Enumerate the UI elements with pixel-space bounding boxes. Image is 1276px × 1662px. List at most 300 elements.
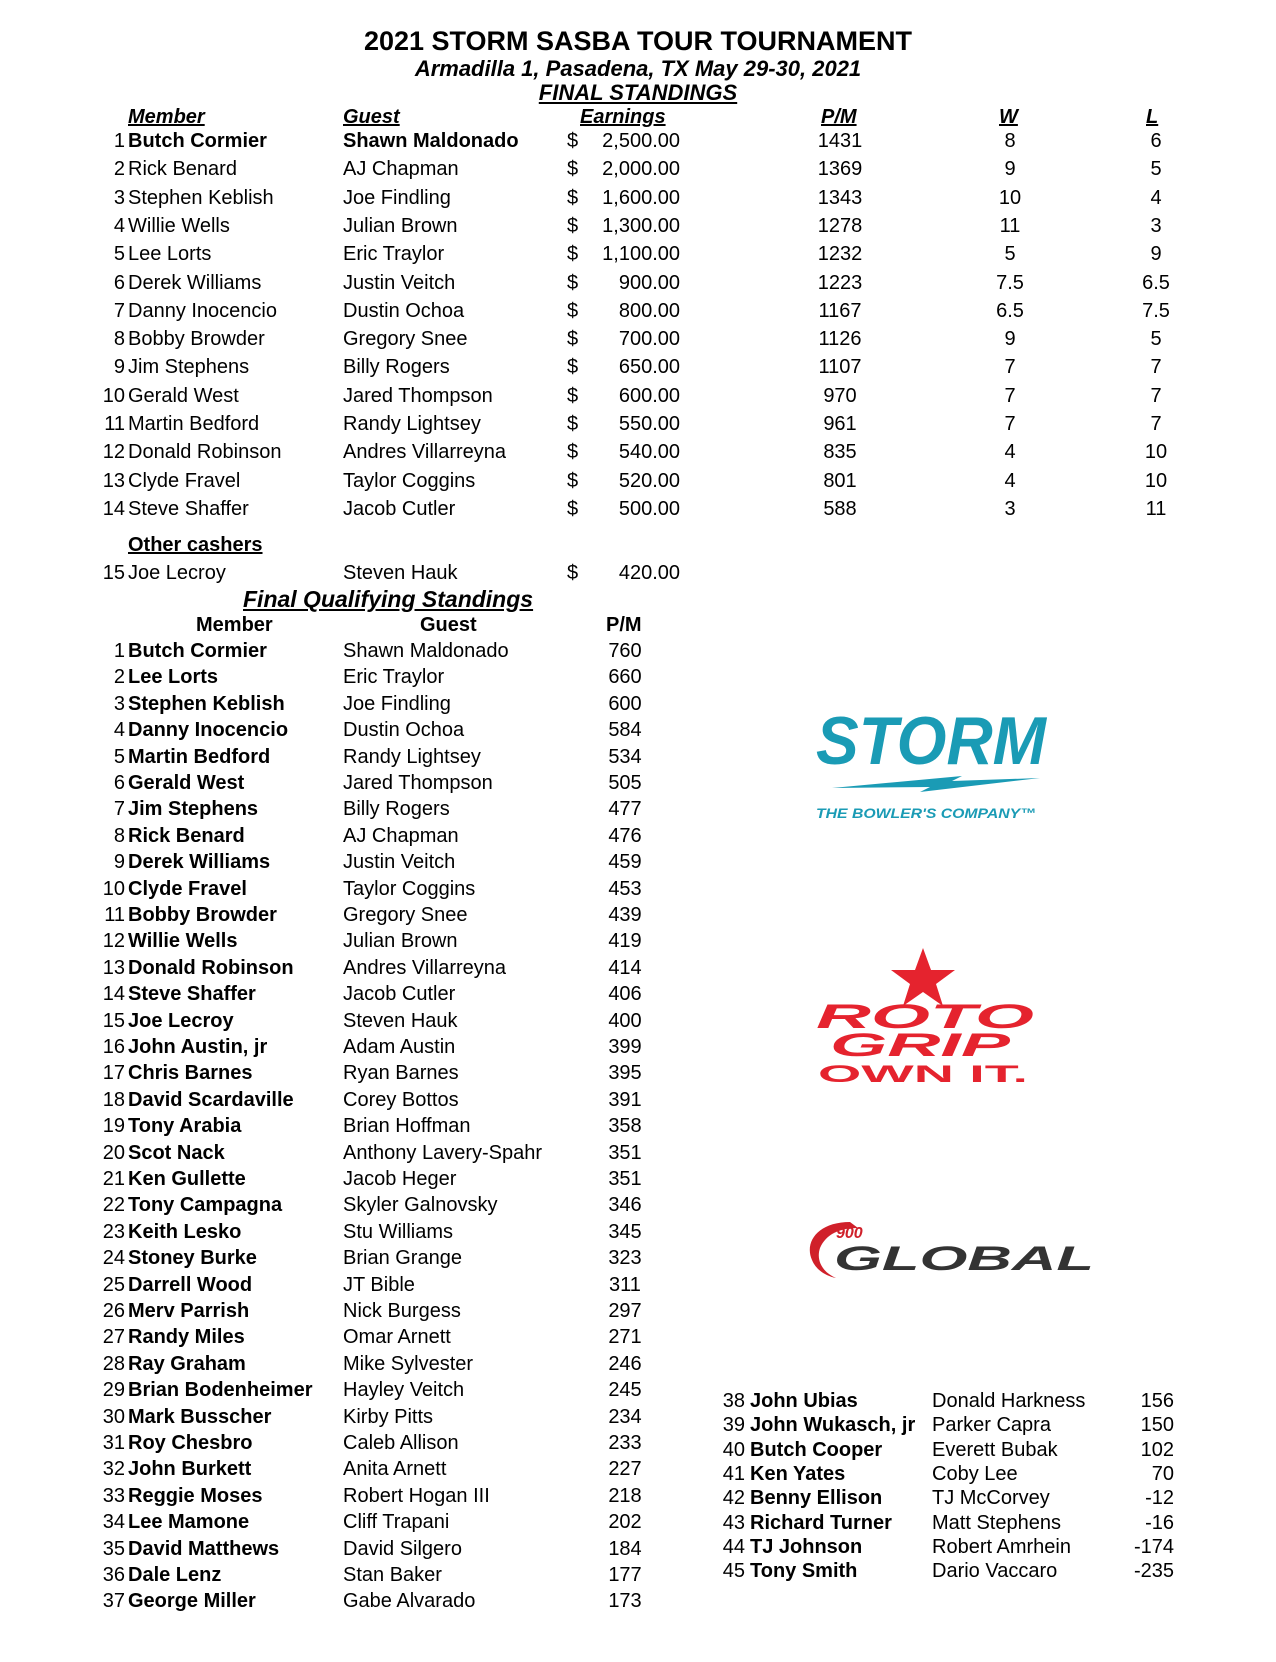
rank: 4 <box>113 214 125 237</box>
guest: Billy Rogers <box>343 798 450 821</box>
member: Steve Shaffer <box>128 983 256 1006</box>
rank: 44 <box>722 1535 745 1558</box>
guest: Dario Vaccaro <box>932 1560 1058 1583</box>
svg-text:900: 900 <box>836 1225 863 1242</box>
member: Keith Lesko <box>128 1220 242 1243</box>
guest: Ryan Barnes <box>343 1062 459 1085</box>
losses: 10 <box>1144 469 1168 492</box>
wins: 8 <box>1004 130 1016 152</box>
qualifying-row <box>0 1439 1276 1465</box>
member: Reggie Moses <box>128 1484 263 1507</box>
qualifying-row <box>0 1414 1276 1440</box>
rank: 5 <box>113 745 125 768</box>
pm: 245 <box>608 1379 642 1402</box>
member: Richard Turner <box>750 1511 892 1534</box>
final-standing-row <box>0 356 1276 384</box>
dollar-sign: $ <box>567 497 579 520</box>
rank: 8 <box>113 328 125 351</box>
pm: 588 <box>823 497 857 520</box>
member: Gerald West <box>128 772 245 794</box>
storm-logo-graphic <box>812 700 1062 830</box>
member: Clyde Fravel <box>128 877 247 900</box>
pm: 102 <box>1140 1438 1174 1461</box>
guest: Brian Grange <box>343 1247 462 1270</box>
pm: 835 <box>823 441 857 464</box>
other-casher-row <box>0 562 1276 590</box>
earnings: 600.00 <box>618 384 680 407</box>
member: Joe Lecroy <box>128 562 226 584</box>
member: Danny Inocencio <box>128 719 289 742</box>
pm: 1126 <box>818 328 862 351</box>
qualifying-row <box>0 1168 1276 1194</box>
guest: Cliff Trapani <box>343 1511 450 1534</box>
svg-text:GRIP: GRIP <box>830 1027 1012 1063</box>
losses: 5 <box>1150 158 1162 181</box>
member: Donald Robinson <box>128 956 294 979</box>
rank: 9 <box>113 851 125 874</box>
dollar-sign: $ <box>567 243 579 266</box>
guest: Shawn Maldonado <box>343 640 509 662</box>
dollar-sign: $ <box>567 441 579 464</box>
rank: 41 <box>722 1462 745 1485</box>
guest: Anthony Lavery-Spahr <box>343 1141 543 1164</box>
qualifying-row <box>0 1390 1276 1416</box>
member: Clyde Fravel <box>128 469 241 492</box>
col-header-w: W <box>999 106 1018 128</box>
qualifying-row <box>0 1115 1276 1141</box>
pm: 1107 <box>818 356 862 379</box>
final-standing-row <box>0 328 1276 356</box>
guest: Steven Hauk <box>343 1009 458 1032</box>
rank: 36 <box>102 1564 125 1586</box>
pm: 233 <box>608 1432 642 1454</box>
qualifying-row <box>0 1089 1276 1115</box>
pm: 505 <box>608 772 642 794</box>
pm: 227 <box>608 1458 642 1481</box>
pm: 1278 <box>817 214 863 237</box>
member: John Ubias <box>750 1390 858 1412</box>
q-col-header-member: Member <box>196 614 273 636</box>
qualifying-row <box>0 1010 1276 1036</box>
guest: Shawn Maldonado <box>343 130 519 152</box>
member: Dale Lenz <box>128 1564 222 1586</box>
guest: Eric Traylor <box>343 666 445 689</box>
wins: 6.5 <box>996 299 1024 322</box>
pm: 534 <box>608 745 642 768</box>
guest: Skyler Galnovsky <box>343 1194 498 1217</box>
svg-text:OWN IT.: OWN IT. <box>818 1061 1028 1088</box>
wins: 4 <box>1004 441 1016 464</box>
rank: 10 <box>102 877 125 900</box>
rank: 9 <box>113 356 125 379</box>
guest: Gregory Snee <box>343 904 468 926</box>
guest: Donald Harkness <box>932 1390 1086 1412</box>
pm: 439 <box>608 904 642 926</box>
member: Joe Lecroy <box>128 1009 234 1032</box>
pm: 399 <box>608 1036 642 1058</box>
qualifying-row <box>0 904 1276 930</box>
rank: 7 <box>113 798 125 821</box>
pm: 70 <box>1151 1462 1174 1485</box>
member: Tony Arabia <box>128 1115 242 1138</box>
pm: -12 <box>1145 1487 1174 1510</box>
final-standing-row <box>0 385 1276 413</box>
pm: 1369 <box>817 158 863 181</box>
dollar-sign: $ <box>567 186 579 209</box>
member: Butch Cooper <box>750 1438 883 1461</box>
rank: 37 <box>102 1590 125 1613</box>
guest: Kirby Pitts <box>343 1405 434 1428</box>
pm: 351 <box>608 1141 642 1164</box>
losses: 7 <box>1150 384 1162 407</box>
member: Donald Robinson <box>128 441 282 464</box>
member: Danny Inocencio <box>128 299 277 322</box>
svg-text:THE BOWLER'S COMPANY™: THE BOWLER'S COMPANY™ <box>816 805 1036 821</box>
member: Jim Stephens <box>128 798 259 821</box>
900-global-logo <box>800 1216 1110 1282</box>
pm: -235 <box>1133 1560 1174 1583</box>
earnings: 700.00 <box>618 328 680 351</box>
rank: 35 <box>102 1537 125 1560</box>
rank: 18 <box>102 1088 125 1111</box>
guest: Hayley Veitch <box>343 1379 465 1402</box>
pm: 202 <box>608 1511 642 1534</box>
pm: 801 <box>823 469 857 492</box>
pm: 173 <box>608 1590 642 1613</box>
guest: Gregory Snee <box>343 328 468 351</box>
member: John Wukasch, jr <box>750 1414 916 1437</box>
pm: 184 <box>608 1537 642 1560</box>
rank: 23 <box>102 1220 125 1243</box>
pm: 323 <box>608 1247 642 1270</box>
guest: Omar Arnett <box>343 1326 451 1349</box>
losses: 11 <box>1145 497 1167 520</box>
rank: 1 <box>113 640 125 662</box>
guest: Justin Veitch <box>343 271 456 294</box>
rank: 40 <box>722 1438 745 1461</box>
rank: 28 <box>102 1352 125 1375</box>
col-header-guest: Guest <box>343 106 400 128</box>
other-cashers-label: Other cashers <box>128 534 263 556</box>
rank: 21 <box>102 1168 125 1190</box>
wins: 7 <box>1004 384 1016 407</box>
rank: 7 <box>113 299 125 322</box>
final-standing-row <box>0 300 1276 328</box>
pm: 246 <box>608 1352 642 1375</box>
page-title: 2021 STORM SASBA TOUR TOURNAMENT <box>363 26 913 56</box>
qualifying-row <box>0 930 1276 956</box>
guest: Jared Thompson <box>343 384 493 407</box>
pm: 1167 <box>818 299 862 322</box>
dollar-sign: $ <box>567 214 579 237</box>
rank: 43 <box>722 1511 745 1534</box>
losses: 10 <box>1144 441 1168 464</box>
qualifying-row <box>0 1590 1276 1616</box>
guest: Parker Capra <box>932 1414 1051 1437</box>
earnings: 1,600.00 <box>602 186 680 209</box>
qualifying-row <box>0 878 1276 904</box>
rank: 22 <box>102 1194 125 1217</box>
losses: 4 <box>1150 186 1162 209</box>
losses: 5 <box>1150 328 1162 351</box>
member: Stephen Keblish <box>128 186 274 209</box>
roto-grip-logo <box>808 948 1048 1088</box>
member: Scot Nack <box>128 1141 225 1164</box>
guest: Julian Brown <box>343 930 458 953</box>
guest: Julian Brown <box>343 214 458 237</box>
pm: 346 <box>608 1194 642 1217</box>
losses: 6 <box>1150 130 1162 152</box>
member: Lee Lorts <box>128 666 219 689</box>
guest: Stan Baker <box>343 1564 442 1586</box>
member: Tony Smith <box>750 1560 858 1583</box>
qualifying-row <box>0 1353 1276 1379</box>
rank: 13 <box>102 956 125 979</box>
member: Martin Bedford <box>128 413 260 435</box>
guest: Matt Stephens <box>932 1511 1061 1534</box>
dollar-sign: $ <box>567 356 579 379</box>
losses: 6.5 <box>1142 271 1170 294</box>
member: Derek Williams <box>128 851 271 874</box>
wins: 9 <box>1004 158 1016 181</box>
guest: David Silgero <box>343 1537 462 1560</box>
col-header-earnings: Earnings <box>580 106 666 128</box>
member: Merv Parrish <box>128 1300 250 1322</box>
guest: Dustin Ochoa <box>343 719 465 742</box>
guest: Gabe Alvarado <box>343 1590 476 1613</box>
guest: Jared Thompson <box>343 772 493 794</box>
wins: 9 <box>1004 328 1016 351</box>
rank: 32 <box>102 1458 125 1481</box>
guest: Billy Rogers <box>343 356 450 379</box>
guest: Taylor Coggins <box>343 877 476 900</box>
section-title-qualifying: Final Qualifying Standings <box>243 586 534 612</box>
pm: 1223 <box>817 271 863 294</box>
member: Ken Yates <box>750 1462 846 1485</box>
qualifying-row <box>0 798 1276 824</box>
earnings: 500.00 <box>618 497 680 520</box>
earnings: 800.00 <box>618 299 680 322</box>
qualifying-row <box>0 719 1276 745</box>
guest: Taylor Coggins <box>343 469 476 492</box>
final-standing-row <box>0 413 1276 441</box>
member: Brian Bodenheimer <box>128 1379 313 1402</box>
wins: 5 <box>1004 243 1016 266</box>
member: Rick Benard <box>128 824 245 847</box>
pm: 156 <box>1140 1390 1174 1412</box>
member: Stoney Burke <box>128 1247 257 1270</box>
earnings: 520.00 <box>618 469 680 492</box>
earnings: 1,300.00 <box>602 214 680 237</box>
qualifying-row <box>0 772 1276 798</box>
guest: Jacob Heger <box>343 1168 457 1190</box>
svg-text:STORM: STORM <box>816 703 1048 779</box>
pm: 459 <box>608 851 642 874</box>
pm: 395 <box>608 1062 642 1085</box>
q-col-header-guest: Guest <box>420 614 477 636</box>
losses: 7 <box>1150 413 1162 435</box>
rank: 4 <box>113 719 125 742</box>
member: Tony Campagna <box>128 1194 283 1217</box>
event-subtitle: Armadilla 1, Pasadena, TX May 29-30, 2021 <box>414 56 862 81</box>
dollar-sign: $ <box>567 384 579 407</box>
rank: 8 <box>113 824 125 847</box>
dollar-sign: $ <box>567 328 579 351</box>
pm: 961 <box>823 413 857 435</box>
qualifying-row <box>0 1300 1276 1326</box>
member: Willie Wells <box>128 214 230 237</box>
earnings: 650.00 <box>618 356 680 379</box>
qualifying-row <box>0 1142 1276 1168</box>
rank: 42 <box>722 1487 745 1510</box>
guest: Eric Traylor <box>343 243 445 266</box>
final-standing-row <box>0 272 1276 300</box>
qualifying-row <box>0 1036 1276 1062</box>
member: David Scardaville <box>128 1088 294 1111</box>
member: John Burkett <box>128 1458 252 1481</box>
pm: 477 <box>608 798 642 821</box>
col-header-member: Member <box>128 106 205 128</box>
svg-text:ROTO: ROTO <box>816 998 1034 1036</box>
guest: Steven Hauk <box>343 562 458 584</box>
guest: Adam Austin <box>343 1036 456 1058</box>
losses: 9 <box>1150 243 1162 266</box>
dollar-sign: $ <box>567 158 579 181</box>
pm: 476 <box>608 824 642 847</box>
pm: 1431 <box>817 130 863 152</box>
guest: Anita Arnett <box>343 1458 447 1481</box>
final-standing-row <box>0 158 1276 186</box>
dollar-sign: $ <box>567 413 579 435</box>
pm: 400 <box>608 1009 642 1032</box>
pm: 351 <box>608 1168 642 1190</box>
col-header-l: L <box>1146 106 1159 128</box>
pm: 234 <box>608 1405 642 1428</box>
rank: 20 <box>102 1141 125 1164</box>
rank: 34 <box>102 1511 125 1534</box>
guest: Corey Bottos <box>343 1088 459 1111</box>
guest: Brian Hoffman <box>343 1115 471 1138</box>
rank: 30 <box>102 1405 125 1428</box>
final-standing-row <box>0 441 1276 469</box>
earnings: 550.00 <box>618 413 680 435</box>
final-standing-row <box>0 215 1276 243</box>
guest: Randy Lightsey <box>343 745 481 768</box>
member: Roy Chesbro <box>128 1432 253 1454</box>
rank: 14 <box>102 983 125 1006</box>
pm: 311 <box>609 1273 641 1296</box>
qualifying-row <box>0 746 1276 772</box>
qualifying-row <box>0 1062 1276 1088</box>
final-standing-row <box>0 470 1276 498</box>
guest: Jacob Cutler <box>343 983 456 1006</box>
member: Derek Williams <box>128 271 262 294</box>
member: Lee Mamone <box>128 1511 250 1534</box>
pm: 358 <box>608 1115 642 1138</box>
rank: 14 <box>102 497 125 520</box>
member: Butch Cormier <box>128 640 267 662</box>
rank: 3 <box>113 186 125 209</box>
guest: Robert Hogan III <box>343 1484 490 1507</box>
rank: 13 <box>102 469 125 492</box>
pm: -16 <box>1145 1511 1174 1534</box>
storm-logo <box>812 700 1062 830</box>
col-header-pm: P/M <box>821 106 857 128</box>
qualifying-row <box>0 693 1276 719</box>
900-global-logo-graphic <box>800 1216 1110 1282</box>
pm: 1343 <box>817 186 863 209</box>
rank: 2 <box>113 666 125 689</box>
member: Randy Miles <box>128 1326 245 1349</box>
rank: 45 <box>722 1560 745 1583</box>
earnings: 900.00 <box>618 271 680 294</box>
pm: 414 <box>608 956 642 979</box>
guest: Nick Burgess <box>343 1300 461 1322</box>
guest: Andres Villarreyna <box>343 441 507 464</box>
dollar-sign: $ <box>567 299 579 322</box>
member: Bobby Browder <box>128 328 265 351</box>
wins: 11 <box>999 214 1021 237</box>
member: Gerald West <box>128 384 239 407</box>
guest: Justin Veitch <box>343 851 456 874</box>
guest: Coby Lee <box>932 1462 1018 1485</box>
qualifying-row <box>0 1536 1276 1562</box>
rank: 11 <box>104 413 125 435</box>
rank: 26 <box>102 1300 125 1322</box>
wins: 3 <box>1004 497 1016 520</box>
guest: AJ Chapman <box>343 824 459 847</box>
final-standing-row <box>0 498 1276 526</box>
pm: 177 <box>608 1564 642 1586</box>
qualifying-row <box>0 1560 1276 1586</box>
losses: 7 <box>1150 356 1162 379</box>
member: John Austin, jr <box>128 1036 268 1058</box>
guest: Jacob Cutler <box>343 497 456 520</box>
guest: Randy Lightsey <box>343 413 481 435</box>
qualifying-row <box>0 983 1276 1009</box>
earnings: 540.00 <box>618 441 680 464</box>
guest: Caleb Allison <box>343 1432 459 1454</box>
member: Ray Graham <box>128 1352 246 1375</box>
q-col-header-pm: P/M <box>606 614 642 636</box>
rank: 39 <box>722 1414 745 1437</box>
qualifying-row <box>0 1463 1276 1489</box>
member: Mark Busscher <box>128 1405 272 1428</box>
member: Lee Lorts <box>128 243 212 266</box>
member: Bobby Browder <box>128 904 277 926</box>
rank: 10 <box>102 384 125 407</box>
member: Willie Wells <box>128 930 238 953</box>
qualifying-row <box>0 1512 1276 1538</box>
pm: 760 <box>608 640 642 662</box>
earnings: 420.00 <box>618 562 680 584</box>
section-title-final-standings: FINAL STANDINGS <box>538 80 738 105</box>
member: Darrell Wood <box>128 1273 253 1296</box>
qualifying-row <box>0 1326 1276 1352</box>
rank: 33 <box>102 1484 125 1507</box>
wins: 7 <box>1004 413 1016 435</box>
wins: 7 <box>1004 356 1016 379</box>
member: Jim Stephens <box>128 356 250 379</box>
rank: 27 <box>102 1326 125 1349</box>
final-standing-row <box>0 130 1276 158</box>
rank: 31 <box>102 1432 125 1454</box>
losses: 3 <box>1150 214 1162 237</box>
rank: 25 <box>102 1273 125 1296</box>
rank: 12 <box>102 930 125 953</box>
losses: 7.5 <box>1142 299 1170 322</box>
earnings: 2,500.00 <box>602 130 680 152</box>
